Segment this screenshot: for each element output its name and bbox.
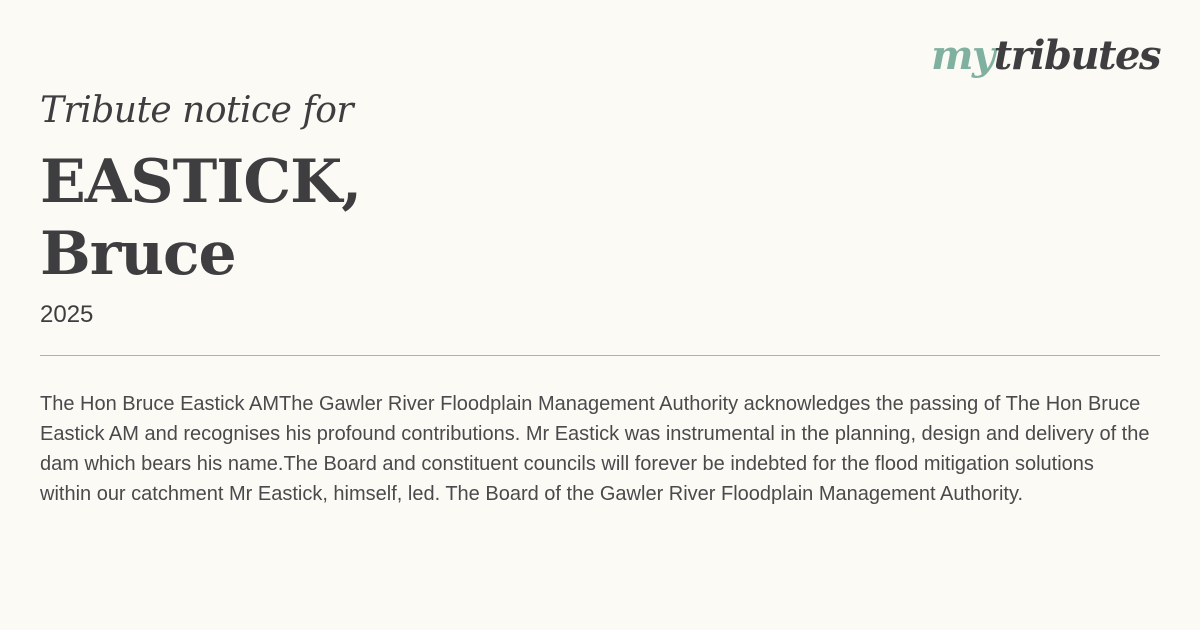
deceased-surname: EASTICK, — [40, 147, 362, 217]
notice-message: The Hon Bruce Eastick AMThe Gawler River Floodplain Management Authority acknowledges the passing of The Hon Bruce Eastick AM and recognises his profound contributions. Mr Eastick was instrumental in the planning, design and delivery of the dam which bears his name.The Board and constituent councils will forever be indebted for the flood mitigation solutions within our catchment Mr Eastick, himself, led. The Board of the Gawler River Floodplain Management Authority. — [40, 393, 1150, 505]
deceased-given-name: Bruce — [40, 219, 236, 289]
divider — [40, 355, 1160, 356]
notice-year: 2025 — [40, 301, 94, 328]
mytributes-logo[interactable] — [931, 32, 1160, 80]
notice-intro: Tribute notice for — [40, 90, 354, 131]
notice-header — [40, 86, 740, 332]
logo-my-text: my — [931, 32, 994, 79]
deceased-name — [40, 146, 740, 290]
logo-tributes-text: tributes — [993, 32, 1160, 79]
